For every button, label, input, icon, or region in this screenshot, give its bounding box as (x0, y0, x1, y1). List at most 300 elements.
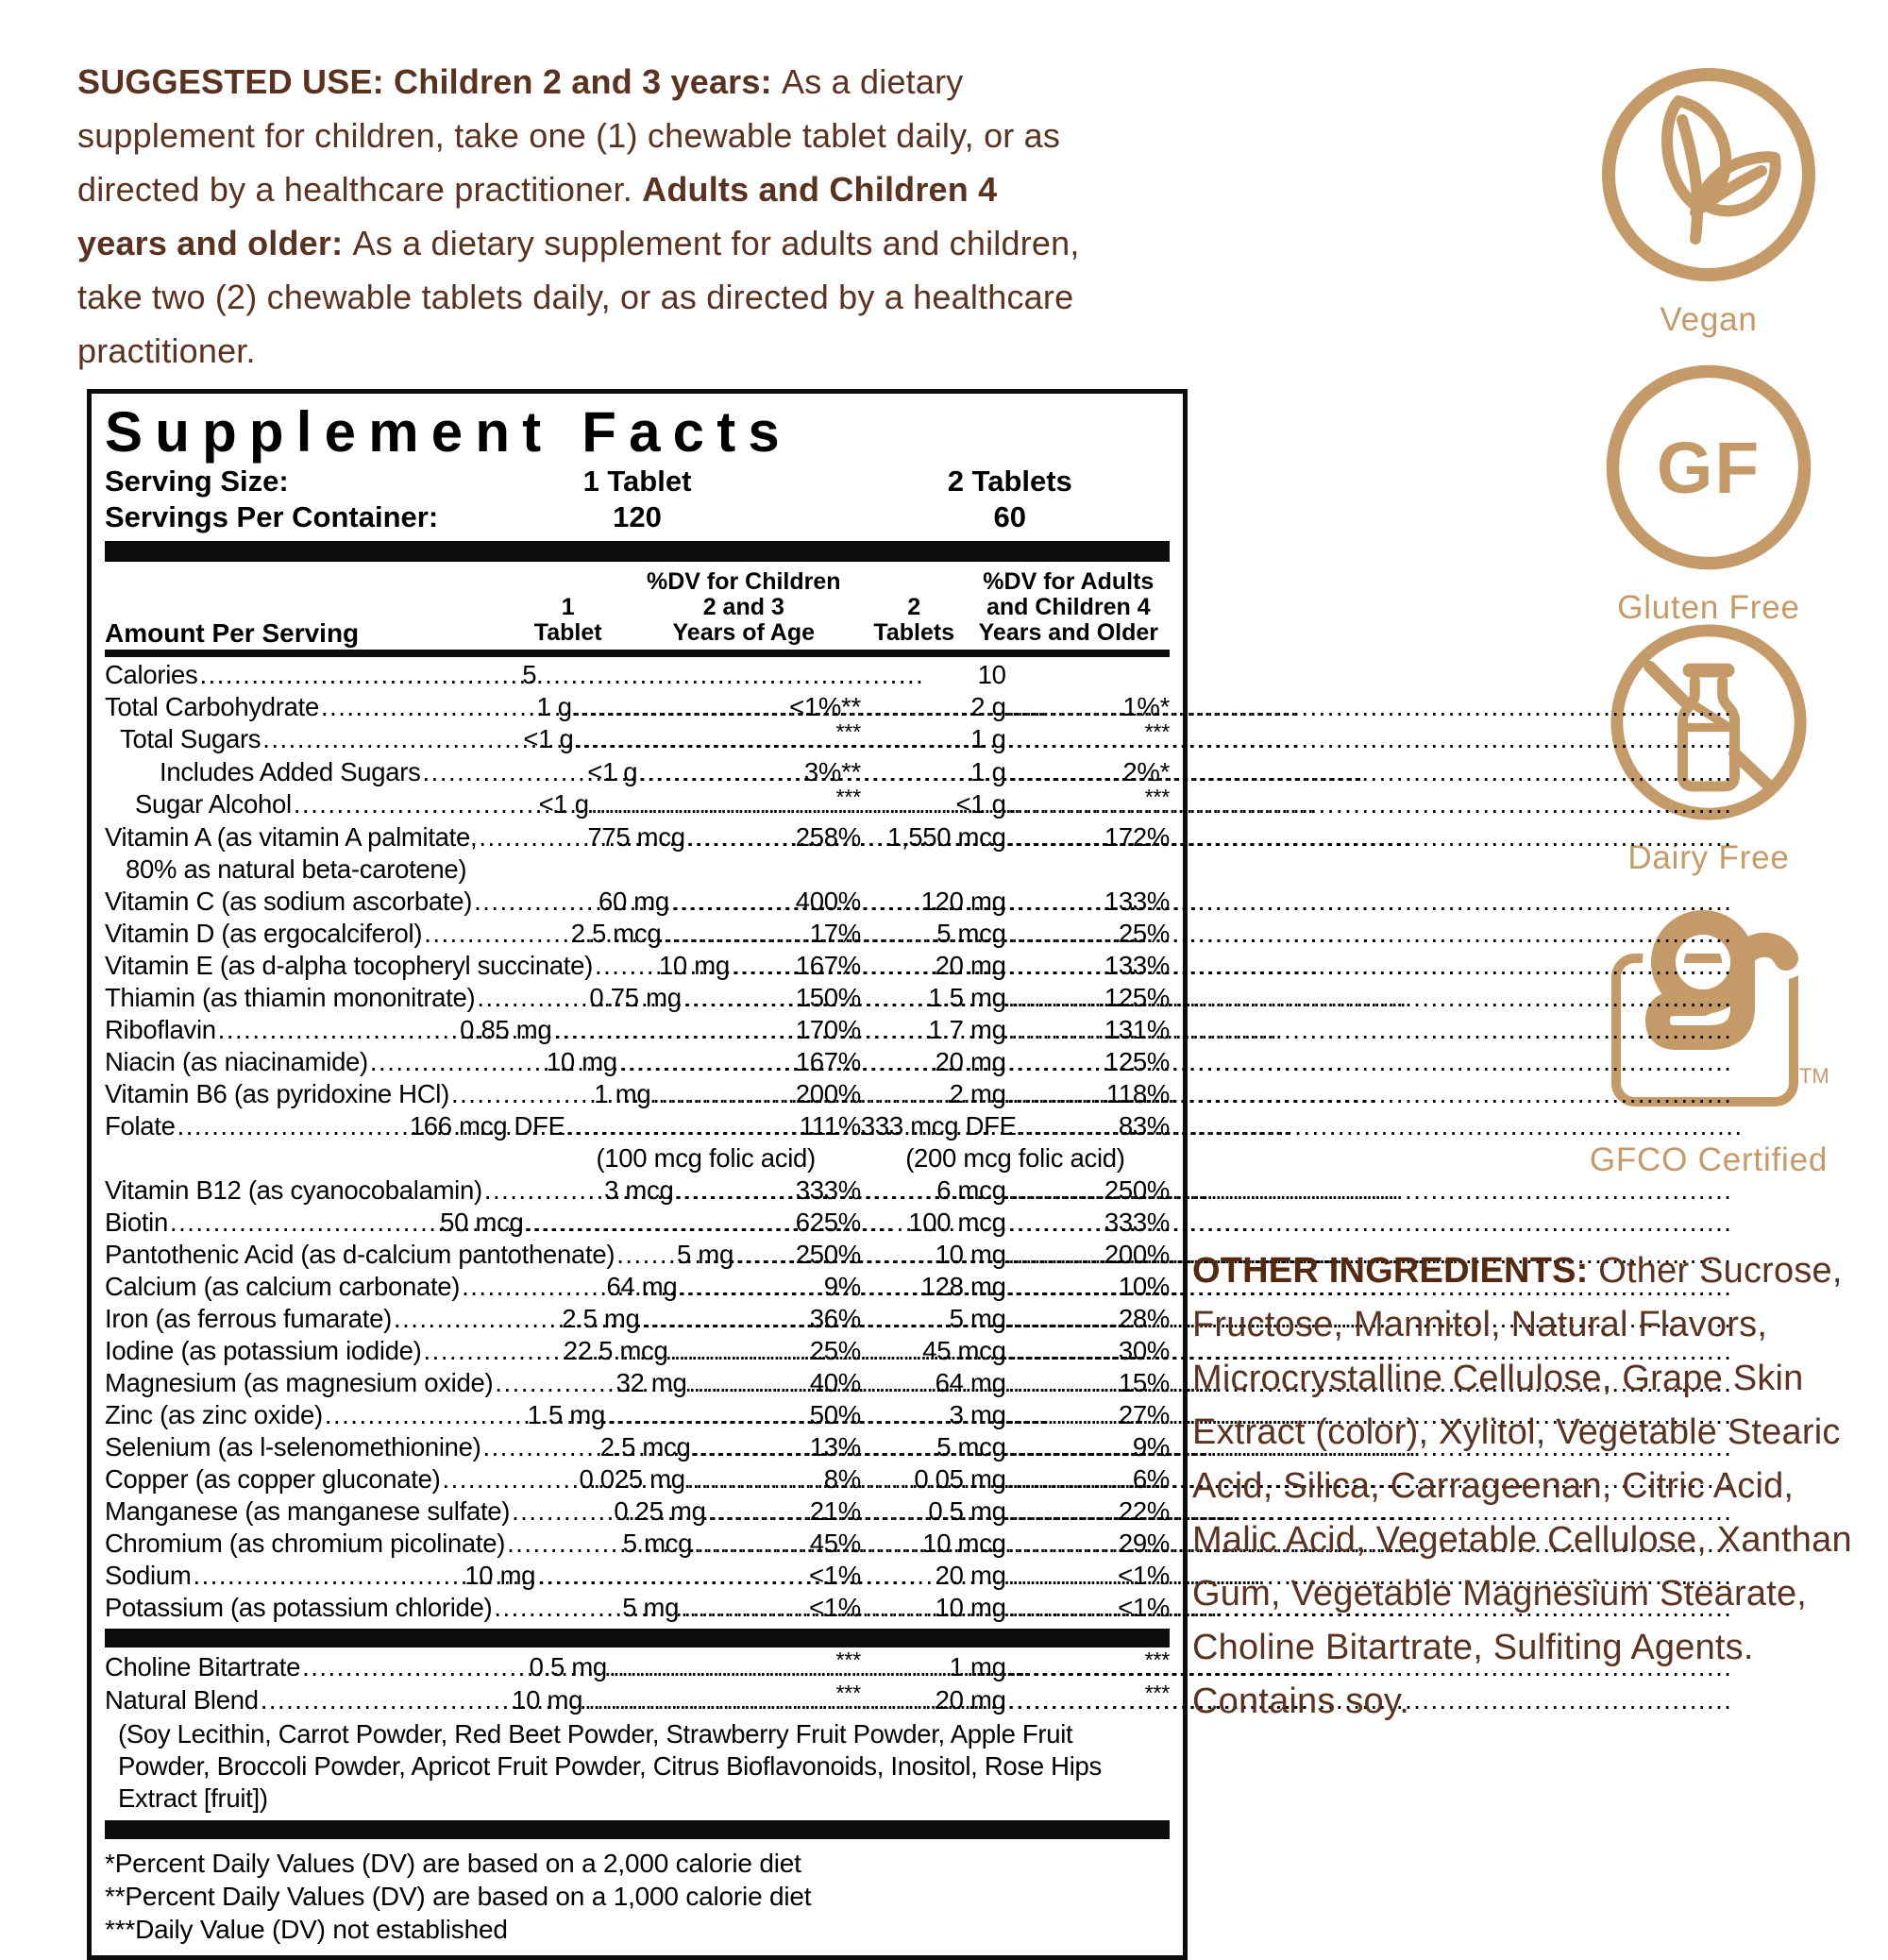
nutrient-name: Thiamin (as thiamin mononitrate) (105, 983, 476, 1012)
dv-adults: 28% (1118, 1304, 1170, 1333)
amount-2-tablets: 20 mg (935, 1561, 1006, 1590)
divider-bar (105, 1820, 1170, 1839)
svg-text:GF: GF (1656, 428, 1762, 509)
badge-gfco-label: GFCO Certified (1589, 1141, 1829, 1178)
dot-leader (451, 1078, 592, 1110)
natural-blend-note: (Soy Lecithin, Carrot Powder, Red Beet Powder, Strawberry Fruit Powder, Apple Fruit Powder, Broccoli Powder, Apricot Fruit Powder, Citrus Bioflavonoids, Inositol, Rose Hips Extract [fruit]) (118, 1719, 1102, 1813)
dot-leader (687, 1463, 822, 1495)
suggested-use-text (77, 55, 1087, 378)
other-ingredients-heading: OTHER INGREDIENTS: (1192, 1251, 1589, 1291)
amount-1-tablet: 0.25 mg (614, 1496, 706, 1526)
amount-2-tablets: 10 mcg (922, 1529, 1006, 1558)
amount-2-tablets: 0.05 mg (914, 1464, 1006, 1494)
nutrient-rows (105, 659, 1170, 1624)
nutrient-row (105, 1110, 1170, 1142)
nutrient-name: Iron (as ferrous fumarate) (105, 1304, 392, 1333)
dot-leader (1008, 1367, 1117, 1399)
amount-per-serving-label: Amount Per Serving (105, 618, 360, 648)
dv-adults: 133% (1104, 951, 1170, 980)
dv-children: 36% (809, 1304, 861, 1333)
amount-2-tablets: 100 mcg (908, 1208, 1006, 1237)
amount-2-tablets: 0.5 mg (928, 1496, 1006, 1526)
amount-1-tablet: 2.5 mg (562, 1304, 640, 1333)
dv-children: *** (835, 1681, 861, 1706)
dot-leader (193, 1560, 463, 1592)
dv-adults: 15% (1118, 1368, 1170, 1397)
dot-leader (479, 821, 585, 853)
amount-1-tablet: 64 mg (606, 1272, 678, 1301)
dot-leader (442, 1463, 577, 1495)
dv-adults: *** (1144, 1681, 1170, 1706)
dot-leader (1008, 1303, 1117, 1335)
dot-leader (218, 1014, 458, 1046)
amount-1-tablet: 10 mg (546, 1047, 617, 1076)
dot-leader (462, 1271, 604, 1303)
amount-2-tablets: 64 mg (935, 1368, 1006, 1397)
badge-vegan (1553, 61, 1864, 339)
nutrient-name: Riboflavin (105, 1015, 216, 1044)
nutrient-row (105, 918, 1170, 950)
dv-adults: *** (1144, 785, 1170, 810)
dv-children: 111% (799, 1111, 861, 1141)
dv-adults: 118% (1105, 1079, 1170, 1108)
footnote-dv-not-established: ***Daily Value (DV) not established (105, 1915, 508, 1944)
footnote-1000-cal: **Percent Daily Values (DV) are based on a 1,000 calorie diet (105, 1882, 812, 1911)
dot-leader (1008, 1174, 1103, 1207)
dv-children: 13% (809, 1432, 861, 1462)
dot-leader (526, 1207, 794, 1239)
dv-children: 170% (795, 1015, 861, 1044)
dv-children: <1%** (789, 692, 861, 721)
nutrient-row (105, 1174, 1170, 1207)
amount-1-tablet: 2.5 mcg (570, 919, 662, 948)
dot-leader (687, 821, 794, 853)
dv-children: 258% (795, 822, 861, 852)
dot-leader (1008, 1528, 1117, 1560)
amount-2-tablets: 10 mg (935, 1593, 1006, 1622)
dv-children: 167% (795, 1047, 861, 1076)
nutrient-name: Vitamin A (as vitamin A palmitate, (105, 822, 478, 852)
dot-leader (663, 918, 807, 950)
dv-adults: 83% (1118, 1111, 1170, 1141)
amount-2-tablets: 333 mcg DFE (860, 1111, 1017, 1141)
nutrient-row (105, 1303, 1170, 1335)
nutrient-row (105, 821, 1170, 853)
dot-leader (1008, 1335, 1117, 1367)
dot-leader (477, 982, 587, 1014)
dv-adults: 250% (1104, 1175, 1170, 1205)
amount-1-tablet: 5 mg (677, 1240, 733, 1269)
nutrient-row (105, 1592, 1170, 1624)
nutrient-row (105, 982, 1170, 1014)
suggested-use-segment: SUGGESTED USE: Children 2 and 3 years: (77, 62, 782, 101)
nutrient-name: Sodium (105, 1561, 192, 1590)
dot-leader (595, 950, 657, 982)
dot-leader (1008, 950, 1103, 982)
amount-2-tablets: 20 mg (935, 1685, 1006, 1715)
dot-leader (574, 691, 787, 723)
amount-2-tablets: 5 mcg (936, 1432, 1006, 1462)
amount-1-tablet: <1 g (538, 789, 589, 819)
dot-leader (675, 1174, 793, 1207)
dv-adults: 133% (1104, 887, 1170, 916)
nutrient-name: Vitamin C (as sodium ascorbate) (105, 887, 473, 916)
nutrient-name: Sugar Alcohol (135, 789, 292, 819)
badge-dairy-free-label: Dairy Free (1627, 839, 1790, 876)
dot-leader (394, 1303, 560, 1335)
amount-2-tablets: 1 g (970, 757, 1006, 786)
dv-adults: 10% (1118, 1272, 1170, 1301)
dv-children: 625% (795, 1208, 861, 1237)
dv-children: 333% (795, 1175, 861, 1205)
nutrient-row (105, 1647, 1170, 1684)
amount-2-tablets: 3 mg (949, 1400, 1006, 1429)
amount-2-tablets: 120 mg (920, 887, 1006, 916)
nutrient-name: Calories (105, 660, 198, 689)
dot-leader (693, 1431, 808, 1463)
dot-leader (537, 1560, 807, 1592)
dot-leader (683, 982, 794, 1014)
dv-adults: 172% (1104, 822, 1170, 852)
dot-leader (1008, 1014, 1103, 1046)
nutrient-row (105, 1078, 1170, 1110)
dot-leader (370, 1046, 545, 1078)
dot-leader (584, 1684, 834, 1716)
dot-leader (507, 1528, 621, 1560)
dot-leader (607, 1399, 808, 1431)
dv-children: <1% (808, 1593, 861, 1622)
amount-2-tablets: 1.5 mg (928, 983, 1006, 1012)
serving-size-1tab: 1 Tablet (582, 465, 692, 498)
dot-leader (735, 1239, 794, 1271)
dv-adults: 333% (1104, 1208, 1170, 1237)
servings-label: Servings Per Container: (105, 500, 439, 533)
nutrient-name: Choline Bitartrate (105, 1652, 301, 1681)
dot-leader (671, 886, 794, 918)
dot-leader (1008, 691, 1121, 723)
dot-leader (1008, 723, 1143, 755)
dot-leader (1008, 1046, 1103, 1078)
dot-leader (1008, 1651, 1143, 1683)
supplement-facts-panel (87, 389, 1188, 1960)
nutrient-name: Calcium (as calcium carbonate) (105, 1272, 461, 1301)
dot-leader (262, 723, 521, 755)
dv-adults: 1%* (1122, 692, 1170, 721)
col-1-tablet-header: 1 Tablet (533, 594, 602, 646)
dot-leader (512, 1495, 612, 1528)
dot-leader (294, 788, 537, 820)
dv-children: 250% (795, 1240, 861, 1269)
amount-2-tablets: 1,550 mcg (886, 822, 1006, 852)
amount-1-tablet: 0.75 mg (589, 983, 682, 1012)
nutrient-name: Vitamin B6 (as pyridoxine HCl) (105, 1079, 449, 1108)
dot-leader (1008, 1271, 1117, 1303)
dv-adults: 131% (1104, 1015, 1170, 1044)
dot-leader (1008, 756, 1121, 788)
nutrient-row (105, 1560, 1170, 1592)
nutrient-row (105, 1014, 1170, 1046)
nutrient-name: Zinc (as zinc oxide) (105, 1400, 323, 1429)
dv-adults: 30% (1118, 1336, 1170, 1365)
dot-leader (1008, 918, 1117, 950)
dot-leader (670, 1335, 808, 1367)
dot-leader (325, 1399, 526, 1431)
dot-leader (591, 788, 834, 820)
dv-children: *** (835, 1647, 861, 1673)
dot-leader (1008, 1431, 1131, 1463)
dot-leader (1008, 1495, 1117, 1528)
dot-leader (1008, 788, 1143, 820)
dv-children: 200% (795, 1079, 861, 1108)
amount-1-tablet: <1 g (523, 724, 574, 753)
servings-1tab: 120 (613, 500, 662, 533)
dv-adults: <1% (1118, 1561, 1170, 1590)
dv-children: 150% (795, 983, 861, 1012)
dot-leader (177, 1110, 408, 1142)
dv-children: *** (835, 719, 861, 745)
dv-adults: 2%* (1122, 757, 1170, 786)
nutrient-name: Selenium (as l-selenomethionine) (105, 1432, 481, 1462)
amount-2-tablets: 2 g (970, 692, 1006, 721)
amount-1-tablet: 32 mg (615, 1368, 687, 1397)
amount-2-tablets: 45 mcg (922, 1336, 1006, 1365)
nutrient-name: Total Carbohydrate (105, 692, 319, 721)
dot-leader (1008, 1684, 1143, 1716)
badge-gluten-free (1553, 359, 1864, 627)
nutrient-name: Chromium (as chromium picolinate) (105, 1529, 506, 1558)
dot-leader (199, 659, 520, 691)
nutrient-row (105, 1431, 1170, 1463)
amount-1-tablet: 50 mcg (440, 1208, 524, 1237)
nutrient-row (105, 1367, 1170, 1399)
amount-2-tablets: 1.7 mg (928, 1015, 1006, 1044)
suggested-use-segment: As a dietary supplement for adults and children, take two (2) chewable tablets daily, or as directed by a healthcare practitioner. (77, 224, 1080, 370)
nutrient-name: Total Sugars (120, 724, 261, 753)
dot-leader (694, 1528, 808, 1560)
other-ingredients (1192, 1244, 1886, 1729)
nutrient-row (105, 1207, 1170, 1239)
other-ingredients-text: Other Sucrose, Fructose, Mannitol, Natural Flavors, Microcrystalline Cellulose, Grape Skin Extract (color), Xylitol, Vegetable Stearic Acid, Silica, Carrageenan, Citric Acid, Malic Acid, Vegetable Cellulose, Xanthan Gum, Vegetable Magnesium Stearate, Choline Bitartrate, Sulfiting Agents. Contains soy. (1192, 1251, 1852, 1721)
nutrient-row (105, 691, 1170, 723)
dot-leader (652, 1078, 793, 1110)
amount-1-tablet: 0.85 mg (460, 1015, 552, 1044)
suggested-use-segment: Adults and Children 4 years and older: (77, 170, 998, 262)
amount-1-tablet: 0.5 mg (529, 1652, 607, 1681)
nutrient-row (105, 1681, 1170, 1717)
amount-1-tablet: 1.5 mg (527, 1400, 605, 1429)
dot-leader (616, 1239, 675, 1271)
gfco-tm-mark: TM (1799, 1064, 1829, 1088)
nutrient-name: Iodine (as potassium iodide) (105, 1336, 422, 1365)
dv-children: 17% (809, 919, 861, 948)
nutrient-row (105, 1271, 1170, 1303)
amount-2-tablets: 5 mg (949, 1304, 1006, 1333)
amount-1-tablet: 22.5 mcg (563, 1336, 668, 1365)
dv-adults: <1% (1118, 1593, 1170, 1622)
dot-leader (553, 1014, 793, 1046)
dot-leader (1008, 982, 1103, 1014)
amount-2-tablets: 1 mg (949, 1652, 1006, 1681)
dot-leader (1008, 1463, 1131, 1495)
divider-bar (105, 650, 1170, 657)
col-2-tablets-header: 2 Tablets (873, 594, 955, 646)
dot-leader (609, 1651, 834, 1683)
proprietary-rows (105, 1647, 1170, 1717)
dot-leader (483, 1431, 598, 1463)
dot-leader (474, 886, 597, 918)
amount-1-tablet: <1 g (587, 757, 638, 786)
nutrient-row (105, 785, 1170, 821)
dot-leader (1008, 1399, 1117, 1431)
dv-adults: 125% (1104, 983, 1170, 1012)
dot-leader (575, 723, 834, 755)
dv-adults: 6% (1132, 1464, 1170, 1494)
dv-adults: 22% (1118, 1496, 1170, 1526)
dv-adults: 200% (1104, 1240, 1170, 1269)
divider-bar (105, 541, 1170, 562)
nutrient-row (105, 950, 1170, 982)
dot-leader (261, 1684, 510, 1716)
dv-adults: 29% (1118, 1529, 1170, 1558)
dot-leader (1008, 1592, 1116, 1624)
badge-vegan-label: Vegan (1660, 301, 1758, 338)
nutrient-row (105, 886, 1170, 918)
dot-leader (619, 1046, 794, 1078)
dv-adults: *** (1144, 719, 1170, 745)
dv-children: 40% (809, 1368, 861, 1397)
dv-children: <1% (808, 1561, 861, 1590)
dot-leader (642, 1303, 808, 1335)
amount-1-tablet: 10 mg (512, 1685, 583, 1715)
dot-leader (708, 1495, 808, 1528)
amount-1-tablet: 2.5 mcg (599, 1432, 691, 1462)
amount-2-tablets: 10 (977, 660, 1006, 689)
dot-leader (567, 1110, 798, 1142)
nutrient-name: Magnesium (as magnesium oxide) (105, 1368, 494, 1397)
dv-children: 9% (823, 1272, 861, 1301)
nutrient-name: Vitamin D (as ergocalciferol) (105, 919, 423, 948)
facts-title: Supplement Facts (105, 400, 792, 464)
dv-children: 8% (823, 1464, 861, 1494)
dv-adults: 125% (1104, 1047, 1170, 1076)
nutrient-row (105, 1399, 1170, 1431)
dot-leader (689, 1367, 808, 1399)
servings-per-container-row (105, 499, 1170, 535)
dot-leader (1008, 821, 1103, 853)
dot-leader (170, 1207, 438, 1239)
dot-leader (424, 918, 568, 950)
nutrient-row (105, 756, 1170, 788)
nutrient-name: Potassium (as potassium chloride) (105, 1593, 493, 1622)
dv-children: 25% (809, 1336, 861, 1365)
amount-1-tablet: 3 mcg (604, 1175, 674, 1205)
dot-leader (484, 1174, 602, 1207)
nutrient-subline: 80% as natural beta-carotene) (126, 854, 467, 884)
nutrient-row (105, 659, 1170, 691)
nutrient-name: Vitamin B12 (as cyanocobalamin) (105, 1175, 482, 1205)
dv-children: 400% (795, 887, 861, 916)
amount-2-tablets: 1 g (970, 724, 1006, 753)
dv-children: 45% (809, 1529, 861, 1558)
amount-1-tablet: 60 mg (598, 887, 669, 916)
nutrient-row (105, 1495, 1170, 1528)
amount-1-tablet: 166 mcg DFE (409, 1111, 565, 1141)
dot-leader (1008, 1078, 1104, 1110)
nutrient-name: Pantothenic Acid (as d-calcium pantothenate) (105, 1240, 615, 1269)
badge-gluten-free-label: Gluten Free (1617, 589, 1800, 626)
nutrient-name: Natural Blend (105, 1685, 259, 1715)
amount-1-tablet: 10 mg (658, 951, 730, 980)
dot-leader (639, 756, 802, 788)
serving-size-2tab: 2 Tablets (947, 465, 1072, 498)
amount-1-tablet: 5 mcg (622, 1529, 693, 1558)
col-dv-adults-header: %DV for Adults and Children 4 Years and Older (978, 568, 1158, 646)
dv-children: 50% (809, 1400, 861, 1429)
amount-2-tablets: 5 mcg (936, 919, 1006, 948)
amount-2-tablets: <1 g (955, 789, 1006, 819)
footnotes (105, 1843, 1170, 1946)
dot-leader (494, 1592, 620, 1624)
dot-leader (681, 1592, 807, 1624)
nutrient-row (105, 1239, 1170, 1271)
dv-children: 3%** (803, 757, 861, 786)
dot-leader (1008, 1207, 1103, 1239)
nutrient-name: Includes Added Sugars (160, 757, 421, 786)
dv-children: 21% (809, 1496, 861, 1526)
dv-adults: *** (1144, 1647, 1170, 1673)
nutrient-name: Copper (as copper gluconate) (105, 1464, 441, 1494)
amount-2-tablets: 20 mg (935, 951, 1006, 980)
nutrient-row (105, 1335, 1170, 1367)
serving-size-row (105, 464, 1170, 499)
amount-1-tablet: 10 mg (464, 1561, 536, 1590)
amount-2-tablets: 2 mg (949, 1079, 1006, 1108)
nutrient-row (105, 719, 1170, 756)
dv-adults: 9% (1132, 1432, 1170, 1462)
nutrient-subrow: (100 mcg folic acid) (200 mcg folic acid) (596, 1143, 1125, 1173)
col-dv-children-header: %DV for Children 2 and 3 Years of Age (646, 568, 841, 646)
nutrient-name: Vitamin E (as d-alpha tocopheryl succinate) (105, 951, 593, 980)
nutrient-row (105, 1528, 1170, 1560)
nutrient-name: Manganese (as manganese sulfate) (105, 1496, 511, 1526)
suggested-use-segment: As a dietary supplement for children, take one (1) chewable tablet daily, or as directed by a healthcare practitioner. (77, 62, 1061, 209)
amount-1-tablet: 775 mcg (587, 822, 685, 852)
dot-leader (424, 1335, 562, 1367)
dot-leader (1008, 886, 1103, 918)
amount-1-tablet: 5 mg (622, 1593, 680, 1622)
amount-2-tablets: 128 mg (920, 1272, 1006, 1301)
dot-leader (1019, 1110, 1117, 1142)
amount-1-tablet: 5 (522, 660, 537, 689)
divider-bar (105, 1629, 1170, 1647)
gluten-free-gf-icon (1600, 359, 1817, 576)
dot-leader (423, 756, 586, 788)
dot-leader (679, 1271, 821, 1303)
dot-leader (495, 1367, 614, 1399)
nutrient-name: Niacin (as niacinamide) (105, 1047, 368, 1076)
amount-2-tablets: 20 mg (935, 1047, 1006, 1076)
amount-2-tablets: 10 mg (935, 1240, 1006, 1269)
amount-2-tablets: 6 mcg (936, 1175, 1006, 1205)
dot-leader (1008, 1239, 1103, 1271)
dot-leader (1008, 1560, 1116, 1592)
servings-2tab: 60 (993, 500, 1027, 533)
amount-1-tablet: 0.025 mg (579, 1464, 685, 1494)
nutrient-row (105, 1046, 1170, 1078)
nutrient-row (105, 1463, 1170, 1495)
facts-column-header (105, 566, 1170, 646)
dv-children: *** (835, 785, 861, 810)
